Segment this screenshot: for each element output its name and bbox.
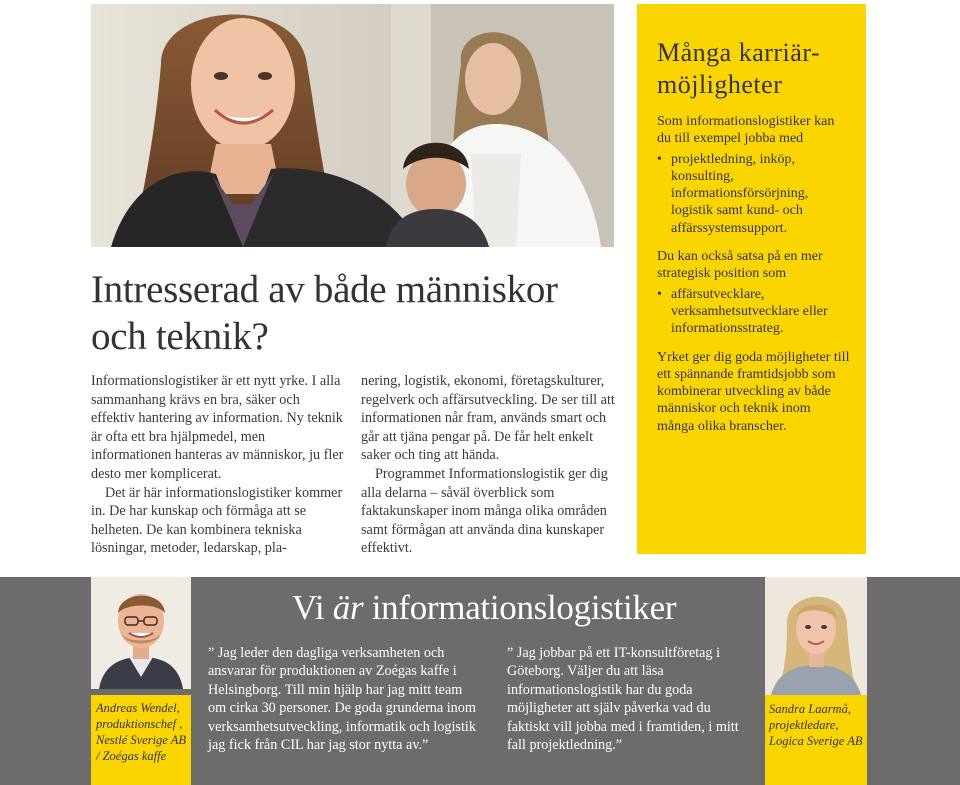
band-title-emphasis: är	[332, 588, 364, 627]
portrait-sandra	[765, 577, 867, 695]
sidebar-title-line-2: möjligheter	[657, 70, 783, 99]
band-title-start: Vi	[292, 588, 333, 627]
caption-role: projektledare,	[769, 718, 839, 732]
woman-portrait-photo	[765, 577, 867, 695]
caption-role: produktionschef ,	[96, 717, 183, 731]
office-people-photo	[91, 4, 614, 247]
sidebar-bullet-list-1	[657, 151, 850, 237]
sidebar-text-2: Du kan också satsa på en mer strategisk position som	[657, 249, 823, 282]
headline-line-2: och teknik?	[91, 315, 269, 358]
sidebar-text-3: Yrket ger dig goda möjligheter till ett spännande framtidsjobb som kombinerar utveckling av både människor och teknik inom många olika branscher.	[657, 349, 850, 434]
band-title	[292, 585, 676, 631]
band-title-end: informationslogistiker	[363, 588, 677, 627]
caption-organization: Logica Sverige AB	[769, 734, 863, 748]
caption-name: Andreas Wendel,	[96, 701, 180, 715]
body-paragraph: Programmet Informationslogistik ger dig alla delarna – såväl överblick som faktakunskaper inom många olika områden samt förmågan att använda dina kunskaper effektivt.	[361, 465, 608, 557]
header-photo	[91, 4, 614, 247]
body-column-2	[361, 372, 617, 558]
sidebar-bullet: • affärsutvecklare, verksamhetsutvecklare eller informationsstrateg.	[657, 286, 850, 338]
caption-name: Sandra Laarmå,	[769, 702, 851, 716]
sidebar-title-line-1: Många karriär-	[657, 38, 821, 67]
body-paragraph: nering, logistik, ekonomi, företagskulturer, regelverk och affärsutveckling. De ser till att informationen når fram, används smart och går att tjäna pengar på. De får helt enkelt saker och ting att hända.	[361, 373, 615, 464]
testimonial-quote-2: ” Jag jobbar på ett IT-konsultföretag i Göteborg. Väljer du att läsa informationslogistik har du goda möjligheter att själv påverka vad du faktiskt vill jobba med i framtiden, i mitt fall projektledning.”	[507, 645, 739, 754]
sidebar-intro: Som informationslogistiker kan du till exempel jobba med	[657, 114, 835, 147]
portrait-andreas	[91, 577, 191, 689]
article-headline	[91, 266, 611, 360]
testimonial-quote-1: ” Jag leder den dagliga verksamheten och ansvarar för produktionen av Zoégas kaffe i Helsingborg. Till min hjälp har jag mitt team om cirka 30 personer. De goda grunderna inom verksamhetsutveckling, informatik och logistik jag fick från CIL har jag stor nytta av.”	[208, 645, 476, 754]
caption-sandra	[765, 695, 867, 785]
sidebar-bullet-list-2	[657, 286, 850, 338]
body-paragraph: Det är här informationslogistiker kommer in. De har kunskap och förmåga att se helheten. De kan kombinera tekniska lösningar, metoder, ledarskap, pla-	[91, 484, 343, 557]
career-sidebar	[637, 4, 866, 554]
caption-organization: Nestlé Sverige AB / Zoégas kaffe	[96, 733, 187, 763]
caption-andreas	[91, 695, 191, 785]
body-paragraph: Informationslogistiker är ett nytt yrke. I alla sammanhang krävs en bra, säker och effektiv hantering av information. Ny teknik är ofta ett bra hjälpmedel, men informationen hanteras av människor, ju fler desto mer komplicerat.	[91, 373, 344, 482]
sidebar-title	[657, 37, 850, 101]
man-portrait-photo	[91, 577, 191, 689]
sidebar-bullet: • projektledning, inköp, konsulting, informationsförsörjning, logistik samt kund- och affärssystemsupport.	[657, 151, 850, 237]
body-column-1	[91, 372, 344, 558]
headline-line-1: Intresserad av både människor	[91, 268, 558, 311]
